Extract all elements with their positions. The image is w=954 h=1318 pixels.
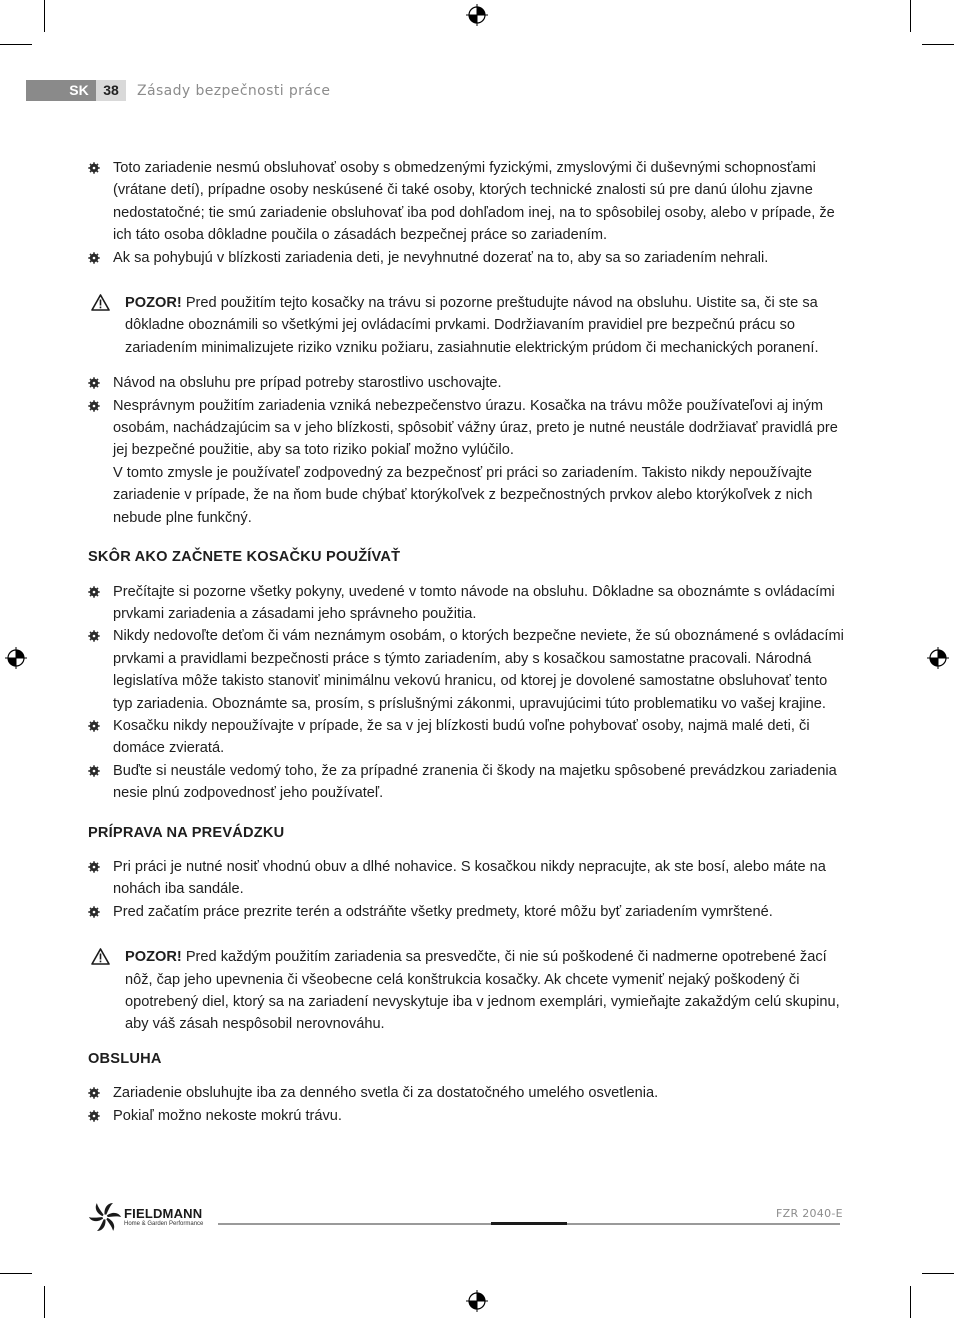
list-item — [88, 715, 846, 760]
list-item-continuation: V tomto zmysle je používateľ zodpovedný za bezpečnosť pri práci so zariadením. Takisto nikdy nepoužívajte zariadenie v prípade, že na ňom bude chýbať ktorýkoľvek z bezpečnostných prvkov alebo ktorýkoľvek z nich nebude plne funkčný. — [113, 464, 813, 526]
model-number: FZR 2040-E — [776, 1207, 843, 1220]
list-item — [88, 625, 846, 715]
crop-mark — [922, 1273, 954, 1274]
page-number: 38 — [96, 80, 126, 101]
warning-label: POZOR! — [125, 949, 182, 966]
bullet-icon — [88, 720, 100, 732]
list-item-text: Pred začatím práce prezrite terén a odstráňte všetky predmety, ktoré môžu byť zariadením vymrštené. — [113, 903, 773, 920]
warning-text: Pred každým použitím zariadenia sa presvedčte, či nie sú poškodené či nadmerne opotrebené žací nôž, čap jeho upevnenia či všeobecne celá konštrukcia kosačky. Ak chcete vymeniť nejaký poškodený či opotrebený diel, ktorý sa na zariadení nevyskytuje iba v jednom exemplári, vymieňajte zakaždým celú skupinu, aby váš zásah nespôsobil nerovnováhu. — [125, 949, 840, 1033]
bullet-icon — [88, 1087, 100, 1099]
list-item — [88, 901, 846, 923]
list-item-text: Ak sa pohybujú v blízkosti zariadenia deti, je nevyhnutné dozerať na to, aby sa so zariadením nehrali. — [113, 249, 769, 266]
list-item — [88, 247, 846, 269]
language-code: SK — [69, 82, 89, 98]
list-item — [88, 395, 846, 529]
bullet-icon — [88, 162, 100, 174]
section-heading: OBSLUHA — [88, 1050, 162, 1067]
brand-tagline: Home & Garden Performance — [124, 1221, 204, 1227]
list-item-text: Nikdy nedovoľte deťom či vám neznámym osobám, o ktorých bezpečne neviete, že sú oboznámené s ovládacími prvkami a pravidlami bezpečnosti práce s týmto zariadením, aby s kosačkou samostatne pracovali. Národná legislatíva môže takisto stanoviť minimálnu vekovú hranicu, od ktorej je dovolené samostatne obsluhovať tento typ zariadenia. Oboznámte sa, prosím, s príslušnými zákonmi, upravujúcimi túto problematiku vo vašej krajine. — [113, 628, 844, 712]
warning-label: POZOR! — [125, 295, 182, 312]
list-item-text: Nesprávnym použitím zariadenia vzniká nebezpečenstvo úrazu. Kosačka na trávu môže používateľovi aj iným osobám, nachádzajúcim sa v jeho blízkosti, spôsobiť vážny úraz, preto je nutné neustále dodržiavať pravidlá pre jej bezpečné použitie, aby sa toto riziko pokiaľ možno vylúčilo. — [113, 397, 838, 459]
warning-icon — [91, 948, 110, 965]
registration-mark-icon — [5, 647, 27, 669]
list-item — [88, 760, 846, 805]
crop-mark — [910, 0, 911, 32]
bullet-icon — [88, 586, 100, 598]
crop-mark — [910, 1286, 911, 1318]
list-item — [88, 856, 846, 901]
section-heading: SKÔR AKO ZAČNETE KOSAČKU POUŽÍVAŤ — [88, 549, 401, 566]
list-item — [88, 581, 846, 626]
section-title: Zásady bezpečnosti práce — [137, 83, 331, 99]
warning-icon — [91, 294, 110, 311]
list-item-text: Buďte si neustále vedomý toho, že za prípadné zranenia či škody na majetku spôsobené prevádzkou zariadenia nesie plnú zodpovednosť jeho používateľ. — [113, 762, 837, 802]
bullet-icon — [88, 1110, 100, 1122]
crop-mark — [0, 1273, 32, 1274]
bullet-icon — [88, 400, 100, 412]
list-item-text: Kosačku nikdy nepoužívajte v prípade, že sa v jej blízkosti budú voľne pohybovať osoby, najmä malé deti, či domáce zvieratá. — [113, 717, 810, 757]
bullet-icon — [88, 630, 100, 642]
section3-list — [88, 1082, 846, 1127]
crop-mark — [44, 0, 45, 32]
list-item — [88, 157, 846, 247]
registration-mark-icon — [466, 1290, 488, 1312]
bullet-icon — [88, 765, 100, 777]
bullet-icon — [88, 377, 100, 389]
section-heading: PRÍPRAVA NA PREVÁDZKU — [88, 824, 285, 841]
list-item — [88, 372, 846, 394]
warning-block — [88, 292, 846, 359]
usage-list — [88, 372, 846, 529]
list-item-text: Toto zariadenie nesmú obsluhovať osoby s obmedzenými fyzickými, zmyslovými či duševnými schopnosťami (vrátane detí), prípadne osoby neskúsené či také osoby, ktorých technické znalosti sú pre danú úlohu zjavne nedostatočné; tie smú zariadenie obsluhovať iba pod dohľadom inej, na to spôsobilej osoby, alebo v prípade, že ich táto osoba dôkladne poučila o zásadách bezpečnej práce so zariadením. — [113, 160, 835, 244]
list-item-text: Návod na obsluhu pre prípad potreby starostlivo uschovajte. — [113, 375, 502, 392]
section1-list — [88, 581, 846, 805]
list-item-text: Pokiaľ možno nekoste mokrú trávu. — [113, 1107, 342, 1124]
bullet-icon — [88, 906, 100, 918]
footer-line — [567, 1223, 840, 1225]
crop-mark — [44, 1286, 45, 1318]
list-item — [88, 1105, 846, 1127]
footer-line — [218, 1223, 491, 1225]
intro-list — [88, 157, 846, 269]
bullet-icon — [88, 861, 100, 873]
warning-text: Pred použitím tejto kosačky na trávu si pozorne preštudujte návod na obsluhu. Uistite sa, či ste sa dôkladne oboznámili so všetkými jej ovládacími prvkami. Dodržiavaním pravidiel pre bezpečnú prácu so zariadením minimalizujete riziko vzniku požiaru, zasiahnutie elektrickým prúdom či mechanických poranení. — [125, 295, 819, 356]
registration-mark-icon — [927, 647, 949, 669]
section2-list — [88, 856, 846, 923]
bullet-icon — [88, 252, 100, 264]
page-content — [88, 157, 846, 1127]
registration-mark-icon — [466, 4, 488, 26]
list-item-text: Zariadenie obsluhujte iba za denného svetla či za dostatočného umelého osvetlenia. — [113, 1085, 659, 1102]
crop-mark — [922, 44, 954, 45]
list-item — [88, 1082, 846, 1104]
fan-logo-icon — [88, 1202, 122, 1232]
list-item-text: Pri práci je nutné nosiť vhodnú obuv a dlhé nohavice. S kosačkou nikdy nepracujte, ak ste bosí, alebo máte na nohách iba sandále. — [113, 858, 826, 898]
warning-block — [88, 946, 846, 1036]
footer-line — [491, 1222, 567, 1225]
brand-name: FIELDMANN — [124, 1206, 203, 1221]
crop-mark — [0, 44, 32, 45]
list-item-text: Prečítajte si pozorne všetky pokyny, uvedené v tomto návode na obsluhu. Dôkladne sa oboznámte s ovládacími prvkami zariadenia a zásadami jeho správneho použitia. — [113, 583, 835, 622]
